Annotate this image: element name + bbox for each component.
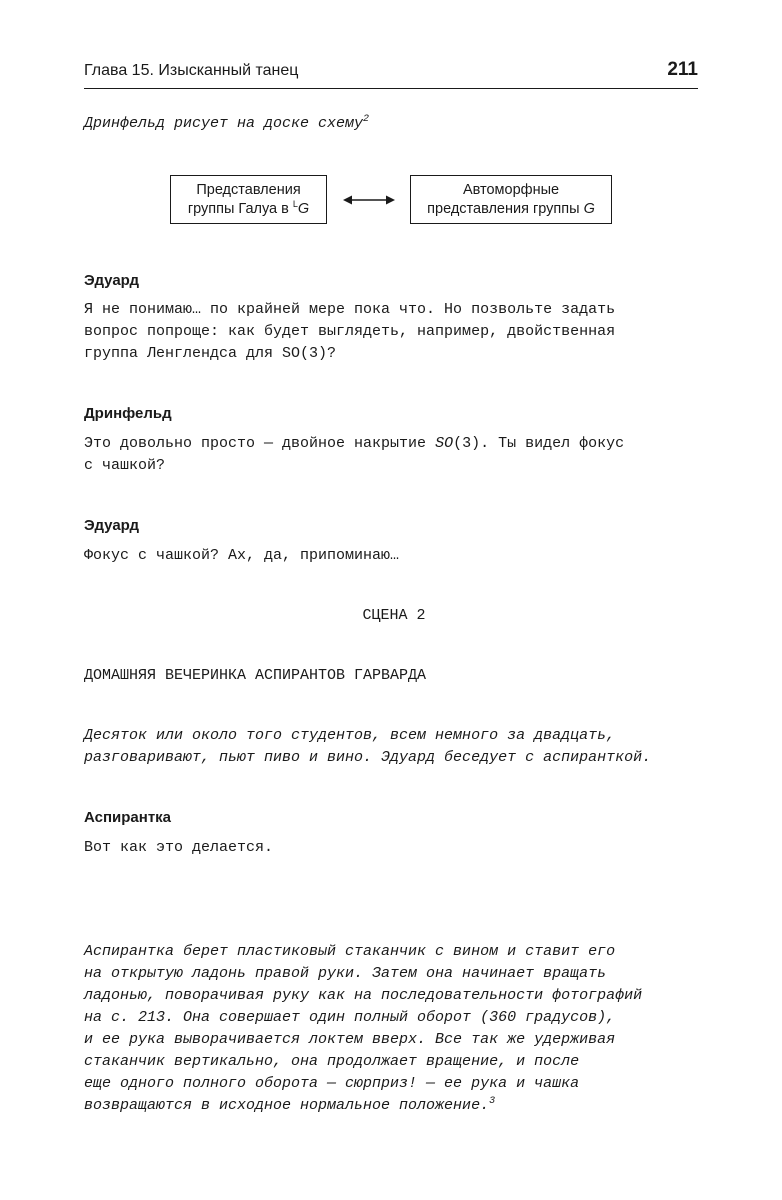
automorphic-box-line2: представления группы G	[427, 200, 595, 217]
dialogue-text: Я не понимаю… по крайней мере пока что. Но позвольте задать вопрос попроще: как будет выглядеть, например, двойственная группа Ленглендса для SO(3)?	[84, 301, 616, 362]
galois-box-line1: Представления	[196, 181, 301, 198]
automorphic-box-line1: Автоморфные	[462, 181, 560, 198]
scene-title: СЦЕНА 2	[362, 607, 426, 624]
galois-box-line2: группы Галуа в $^L$G	[187, 198, 310, 217]
footnote-marker: 3	[489, 1096, 496, 1107]
speaker-name: Эдуард	[84, 517, 139, 534]
intro-stage-direction: Дринфельд рисует на доске схему$^2$	[84, 114, 370, 132]
speaker-name: Эдуард	[84, 272, 139, 289]
speaker-name: Дринфельд	[84, 405, 172, 422]
stage-direction: Аспирантка берет пластиковый стаканчик с вином и ставит его на открытую ладонь правой руки. Затем она начинает вращать ладонью, поворачивая руку как на последовательности фотографий на с. 213. Она совершает один полный оборот (360 градусов), и ее рука выворачивается локтем вверх. Все так же удерживая стаканчик вертикально, она продолжает вращение, и после еще одного полного оборота — сюрприз! — ее рука и чашка возвращаются в исходное нормальное положение.$^3$	[84, 943, 643, 1114]
stage-direction: Десяток или около того студентов, всем немного за двадцать, разговаривают, пьют пиво и вино. Эдуард беседует с аспиранткой.	[84, 727, 652, 766]
scene-setting: ДОМАШНЯЯ ВЕЧЕРИНКА АСПИРАНТОВ ГАРВАРДА	[84, 667, 427, 684]
dialogue-text: Это довольно просто — двойное накрытие SO(3). Ты видел фокус с чашкой?	[84, 435, 625, 474]
automorphic-box	[410, 175, 612, 224]
dialogue-text: Фокус с чашкой? Ах, да, припоминаю…	[84, 547, 400, 564]
galois-box	[170, 175, 327, 224]
page-number: 211	[667, 59, 698, 80]
chapter-title: Глава 15. Изысканный танец	[84, 62, 299, 79]
double-arrow-icon	[341, 190, 397, 210]
running-header	[84, 60, 698, 89]
dialogue-text: Вот как это делается.	[84, 839, 274, 856]
footnote-marker: 2	[363, 114, 370, 125]
speaker-name: Аспирантка	[84, 809, 172, 826]
